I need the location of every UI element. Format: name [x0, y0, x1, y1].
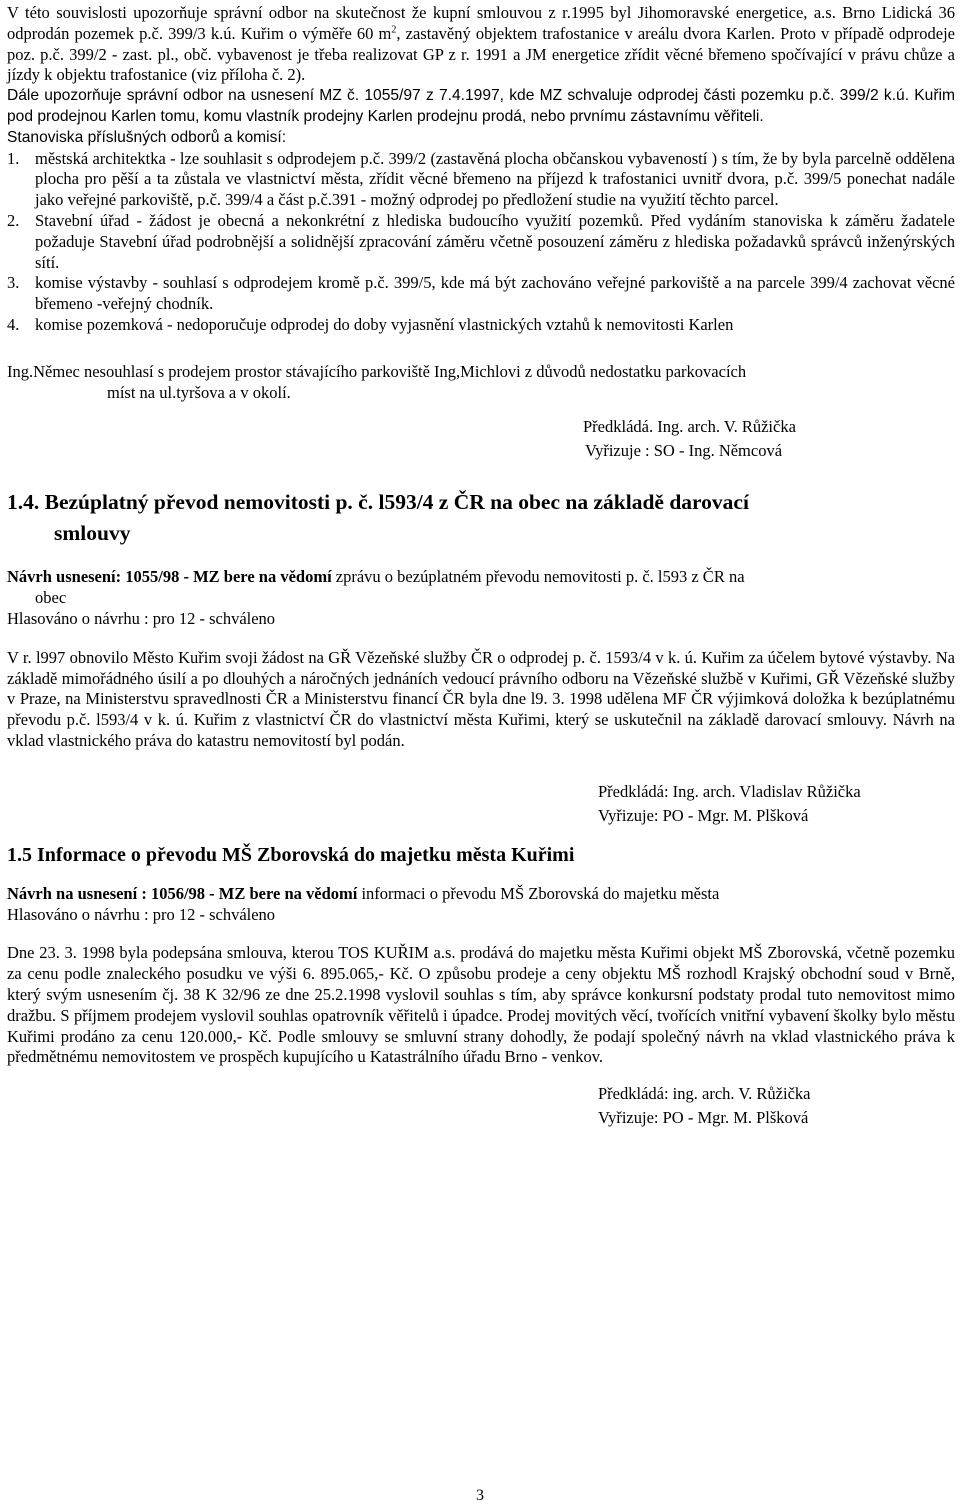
paragraph-prevod: V r. l997 obnovilo Město Kuřim svoji žádost na GŘ Vězeňské služby ČR o odprodej p. č. 1593/4 v k. ú. Kuřim za účelem bytové výstavby. Na základě mimořádného úsilí a po dlouhých a náročných jednáních vedoucí právního odboru na Vězeňské službě v Kuřimi, GŘ Vězeňské služby v Praze, na Ministerstvu spravedlnosti ČR a Ministerstvu financí ČR byla dne l9. 3. 1998 udělena MF ČR výjimková doložka k bezúplatnému převodu p.č. l593/4 v k. ú. Kuřim z vlastnictví ČR do vlastnictví města Kuřimi, který se uskutečnil na základě darovací smlouvy. Návrh na vklad vlastnického práva do katastru nemovitostí byl podán.	[7, 647, 955, 750]
item-number: 2.	[7, 210, 20, 230]
superscript: 2	[391, 24, 397, 36]
item-number: 4.	[7, 314, 20, 334]
nemec-line: Ing.Němec nesouhlasí s prodejem prostor stávajícího parkoviště Ing,Michlovi z důvodů nedostatku parkovacích	[7, 361, 747, 381]
page-number: 3	[476, 1487, 484, 1504]
item-number: 3.	[7, 273, 20, 293]
stanoviska-list	[7, 149, 955, 336]
predklada: Předkládá: Ing. arch. Vladislav Růžička	[598, 781, 861, 801]
item-text: komise výstavby - souhlasí s odprodejem kromě p.č. 399/5, kde má být zachováno veřejné parkoviště a na parcele 399/4 zachovat věcné břemeno -veřejný chodník.	[35, 273, 955, 314]
section-title-1-5: 1.5 Informace o převodu MŠ Zborovská do majetku města Kuřimi	[7, 843, 575, 866]
predklada: Předkládá. Ing. arch. V. Růžička	[583, 417, 796, 437]
navrh-text: informaci o převodu MŠ Zborovská do majetku města	[357, 883, 720, 903]
vyrizuje: Vyřizuje : SO - Ing. Němcová	[585, 441, 783, 461]
section-title-1-4: 1.4. Bezúplatný převod nemovitosti p. č. l593/4 z ČR na obec na základě darovací	[7, 490, 749, 515]
section-title-1-4	[7, 518, 955, 549]
list-item	[7, 315, 955, 336]
hlasovano: Hlasováno o návrhu : pro 12 - schváleno	[7, 904, 276, 924]
navrh-label: Návrh na usnesení : 1056/98 - MZ bere na vědomí	[7, 883, 358, 903]
navrh-label: Návrh usnesení: 1055/98 - MZ bere na vědomí	[7, 567, 332, 587]
item-text: komise pozemková - nedoporučuje odprodej do doby vyjasnění vlastnických vztahů k nemovitosti Karlen	[35, 314, 734, 334]
paragraph-text: , zastavěný objektem trafostanice v areálu dvora Karlen. Proto v případě odprodeje poz. p.č. 399/2 - zast. pl., obč. vybavenost je třeba realizovat GP z r. 1991 a JM energetice zřídit věcné břemeno spočívající v právu chůze a jízdy k objektu trafostanice (viz příloha č. 2).	[7, 23, 955, 85]
navrh-text: zprávu o bezúplatném převodu nemovitosti p. č. l593 z ČR na	[331, 567, 745, 587]
document-page	[7, 0, 955, 1130]
list-item	[7, 273, 955, 315]
navrh-usneseni	[7, 884, 955, 905]
item-text: městská architektka - lze souhlasit s odprodejem p.č. 399/2 (zastavěná plocha občanskou vybaveností ) s tím, že by byla parcelně oddělena plocha pro pěší a ta zůstala ve vlastnictví města, zřídit věcné břemeno na příjezd k trafostanici uvnitř dvora, p.č. 399/5 ponechat nadále jako veřejné parkoviště, p.č. 399/4 a část p.č.391 - možný odprodej po předložení studie na využití těchto parcel.	[35, 148, 955, 210]
paragraph-text: V této souvislosti upozorňuje správní odbor na skutečnost že kupní smlouvou z r.1995 byl Jihomoravské energetice, a.s. Brno Lidická 36 odprodán pozemek p.č. 399/3 k.ú. Kuřim o výměře 60 m	[7, 3, 955, 43]
section-title-cont: smlouvy	[54, 521, 131, 546]
paragraph-trafostanice	[7, 3, 955, 86]
stanoviska-heading: Stanoviska příslušných odborů a komisí:	[7, 128, 287, 146]
nemec-line: míst na ul.tyršova a v okolí.	[107, 382, 291, 402]
navrh-usneseni	[7, 567, 955, 588]
item-text: Stavební úřad - žádost je obecná a nekonkrétní z hlediska budoucího využití pozemků. Před vydáním stanoviska k záměru žadatele požaduje Stavební úřad podrobnější a solidnější zpracování záměru včetně posouzení záměru z hlediska požadavků správců inženýrských sítí.	[35, 210, 955, 272]
vyrizuje: Vyřizuje: PO - Mgr. M. Plšková	[598, 1108, 809, 1128]
paragraph-ms-zborovska: Dne 23. 3. 1998 byla podepsána smlouva, kterou TOS KUŘIM a.s. prodává do majetku města Kuřimi objekt MŠ Zborovská, včetně pozemku za cenu podle znaleckého posudku ve výši 6. 895.065,- Kč. O způsobu prodeje a ceny objektu MŠ rozhodl Krajský obchodní soud v Brně, který svým usnesením čj. 38 K 32/96 ze dne 25.2.1998 vyslovil souhlas s tím, aby správce konkursní podstaty prodal tuto nemovitost mimo dražbu. S příjmem prodejem vyslovil souhlas opatrovník věřitelů i úpadce. Prodej movitých věcí, tvořících vnitřní vybavení školky bylo městu Kuřimi prodáno za cenu 120.000,- Kč. Podle smlouvy se smluvní strany dohodly, že podají společný návrh na vklad vlastnického práva k předmětnému nemovitostem ve prospěch kupujícího u Katastrálního úřadu Brno - venkov.	[7, 943, 955, 1067]
predklada: Předkládá: ing. arch. V. Růžička	[598, 1084, 811, 1104]
item-number: 1.	[7, 148, 20, 168]
list-item	[7, 149, 955, 211]
navrh-usneseni-cont: obec	[35, 588, 67, 608]
vyrizuje: Vyřizuje: PO - Mgr. M. Plšková	[598, 805, 809, 825]
hlasovano: Hlasováno o návrhu : pro 12 - schváleno	[7, 608, 276, 628]
paragraph-usneseni: Dále upozorňuje správní odbor na usnesení MZ č. 1055/97 z 7.4.1997, kde MZ schvaluje odprodej části pozemku p.č. 399/2 k.ú. Kuřim pod prodejnou Karlen tomu, komu vlastník prodejny Karlen prodejnu prodá, nebo prvnímu zástavnímu věřiteli.	[7, 87, 955, 125]
list-item	[7, 211, 955, 273]
